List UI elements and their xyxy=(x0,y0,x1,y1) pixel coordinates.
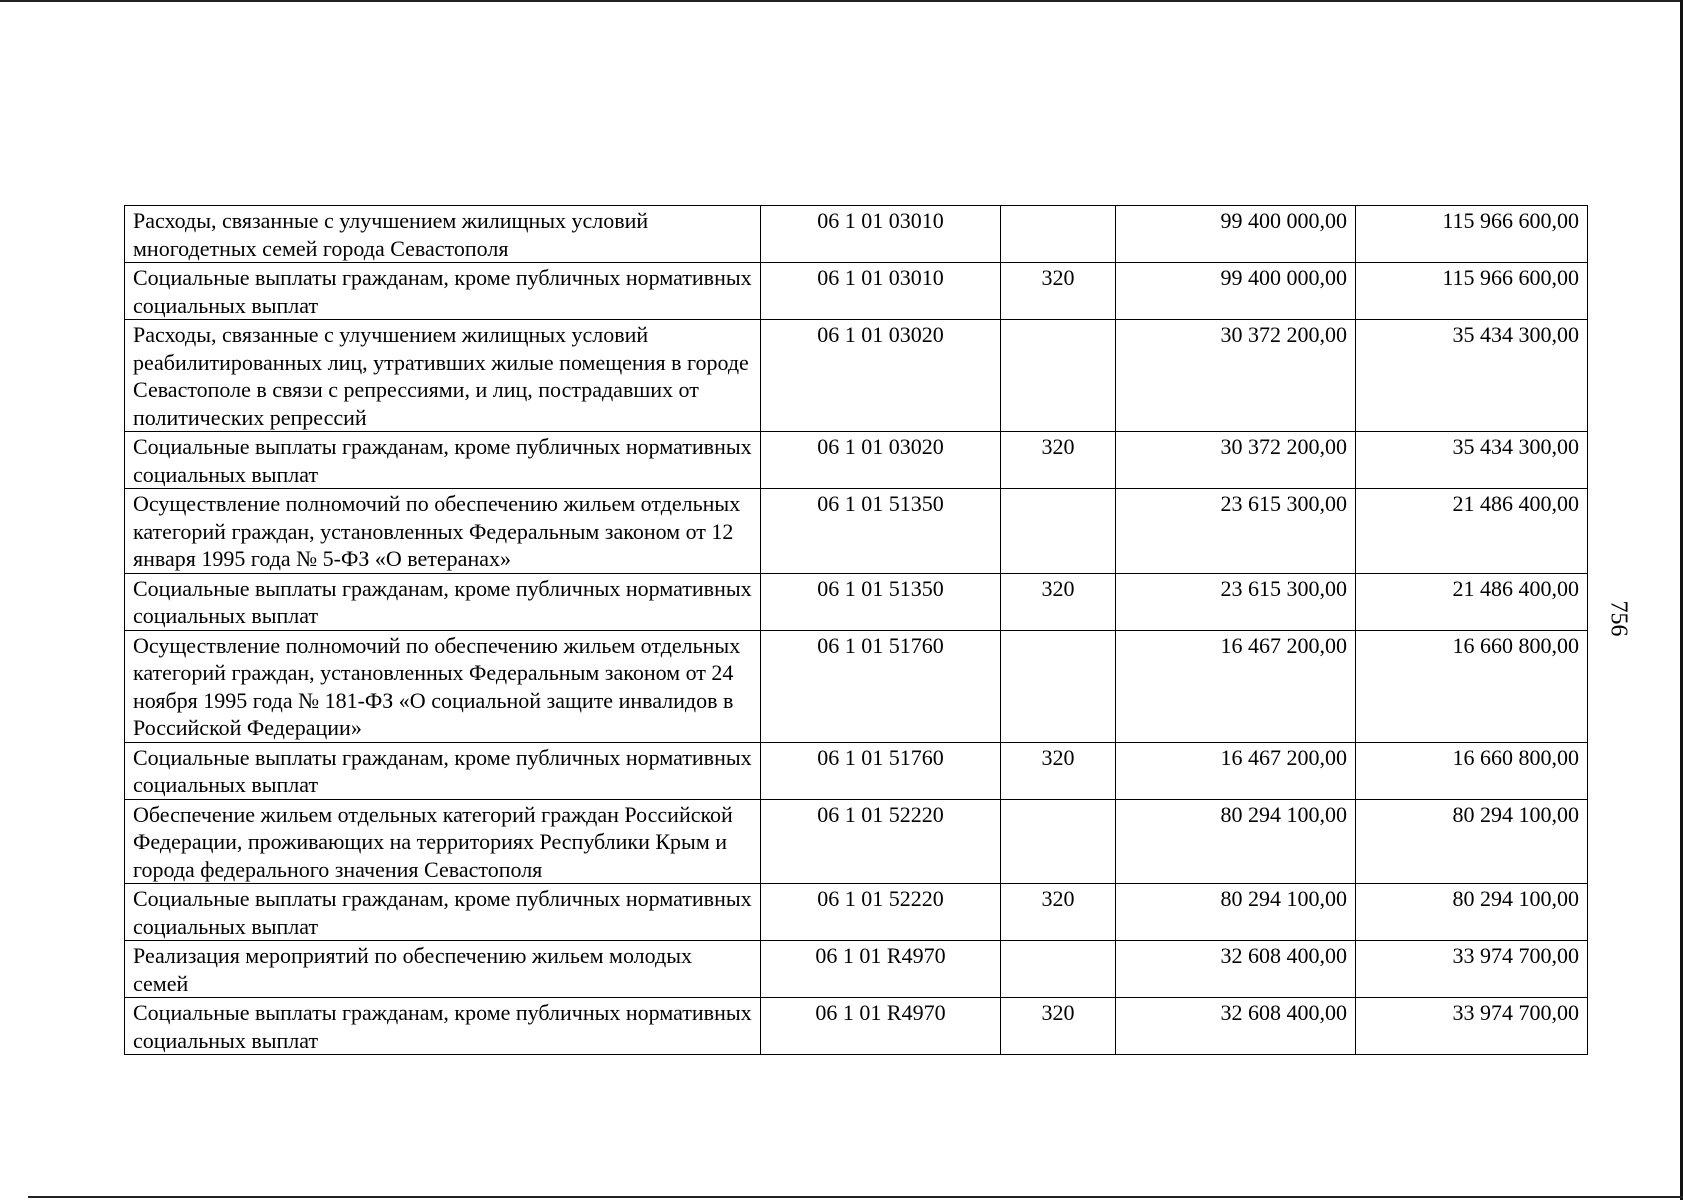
table-row xyxy=(125,263,1588,320)
target-article-code-cell: 06 1 01 03010 xyxy=(761,206,1001,263)
expense-name-cell: Социальные выплаты гражданам, кроме публичных нормативных социальных выплат xyxy=(125,998,761,1055)
target-article-code-cell: 06 1 01 03010 xyxy=(761,263,1001,320)
amount-first-year-cell: 32 608 400,00 xyxy=(1116,941,1356,998)
table-row xyxy=(125,941,1588,998)
target-article-code-cell: 06 1 01 03020 xyxy=(761,320,1001,432)
table-row xyxy=(125,432,1588,489)
amount-first-year-cell: 80 294 100,00 xyxy=(1116,799,1356,884)
expense-name-cell: Расходы, связанные с улучшением жилищных условий реабилитированных лиц, утративших жилые помещения в городе Севастополе в связи с репрессиями, и лиц, пострадавших от политических репрессий xyxy=(125,320,761,432)
expense-type-cell xyxy=(1001,941,1116,998)
expense-type-cell xyxy=(1001,799,1116,884)
amount-second-year-cell: 21 486 400,00 xyxy=(1356,489,1588,574)
expense-type-cell xyxy=(1001,489,1116,574)
table-row xyxy=(125,573,1588,630)
expense-type-cell: 320 xyxy=(1001,998,1116,1055)
amount-second-year-cell: 33 974 700,00 xyxy=(1356,998,1588,1055)
amount-first-year-cell: 99 400 000,00 xyxy=(1116,263,1356,320)
amount-first-year-cell: 30 372 200,00 xyxy=(1116,320,1356,432)
expense-name-cell: Социальные выплаты гражданам, кроме публичных нормативных социальных выплат xyxy=(125,432,761,489)
amount-second-year-cell: 21 486 400,00 xyxy=(1356,573,1588,630)
table-row xyxy=(125,206,1588,263)
table-row xyxy=(125,742,1588,799)
amount-second-year-cell: 80 294 100,00 xyxy=(1356,884,1588,941)
amount-second-year-cell: 115 966 600,00 xyxy=(1356,206,1588,263)
expense-type-cell xyxy=(1001,630,1116,742)
table-row xyxy=(125,489,1588,574)
scan-top-edge xyxy=(0,0,1683,2)
amount-first-year-cell: 32 608 400,00 xyxy=(1116,998,1356,1055)
expense-name-cell: Социальные выплаты гражданам, кроме публичных нормативных социальных выплат xyxy=(125,573,761,630)
target-article-code-cell: 06 1 01 R4970 xyxy=(761,941,1001,998)
target-article-code-cell: 06 1 01 51760 xyxy=(761,630,1001,742)
target-article-code-cell: 06 1 01 03020 xyxy=(761,432,1001,489)
amount-first-year-cell: 16 467 200,00 xyxy=(1116,630,1356,742)
amount-second-year-cell: 16 660 800,00 xyxy=(1356,630,1588,742)
expense-name-cell: Осуществление полномочий по обеспечению жильем отдельных категорий граждан, установленных Федеральным законом от 24 ноября 1995 года № 181-ФЗ «О социальной защите инвалидов в Российской Федерации» xyxy=(125,630,761,742)
amount-second-year-cell: 35 434 300,00 xyxy=(1356,432,1588,489)
table-row xyxy=(125,998,1588,1055)
target-article-code-cell: 06 1 01 52220 xyxy=(761,799,1001,884)
expense-type-cell: 320 xyxy=(1001,742,1116,799)
table-row xyxy=(125,320,1588,432)
amount-second-year-cell: 33 974 700,00 xyxy=(1356,941,1588,998)
budget-table-body xyxy=(125,206,1588,1055)
table-row xyxy=(125,799,1588,884)
amount-first-year-cell: 23 615 300,00 xyxy=(1116,573,1356,630)
expense-name-cell: Реализация мероприятий по обеспечению жильем молодых семей xyxy=(125,941,761,998)
amount-first-year-cell: 99 400 000,00 xyxy=(1116,206,1356,263)
amount-first-year-cell: 30 372 200,00 xyxy=(1116,432,1356,489)
expense-name-cell: Социальные выплаты гражданам, кроме публичных нормативных социальных выплат xyxy=(125,884,761,941)
table-row xyxy=(125,884,1588,941)
amount-second-year-cell: 115 966 600,00 xyxy=(1356,263,1588,320)
scan-bottom-edge xyxy=(28,1196,1683,1198)
expense-type-cell xyxy=(1001,206,1116,263)
amount-first-year-cell: 80 294 100,00 xyxy=(1116,884,1356,941)
target-article-code-cell: 06 1 01 51350 xyxy=(761,489,1001,574)
expense-type-cell: 320 xyxy=(1001,884,1116,941)
amount-second-year-cell: 80 294 100,00 xyxy=(1356,799,1588,884)
target-article-code-cell: 06 1 01 51350 xyxy=(761,573,1001,630)
expense-type-cell: 320 xyxy=(1001,432,1116,489)
page-number: 756 xyxy=(1605,600,1632,637)
amount-second-year-cell: 16 660 800,00 xyxy=(1356,742,1588,799)
expense-name-cell: Обеспечение жильем отдельных категорий граждан Российской Федерации, проживающих на территориях Республики Крым и города федерального значения Севастополя xyxy=(125,799,761,884)
expense-type-cell xyxy=(1001,320,1116,432)
target-article-code-cell: 06 1 01 52220 xyxy=(761,884,1001,941)
table-row xyxy=(125,630,1588,742)
expense-type-cell: 320 xyxy=(1001,263,1116,320)
amount-second-year-cell: 35 434 300,00 xyxy=(1356,320,1588,432)
amount-first-year-cell: 23 615 300,00 xyxy=(1116,489,1356,574)
expense-type-cell: 320 xyxy=(1001,573,1116,630)
expense-name-cell: Осуществление полномочий по обеспечению жильем отдельных категорий граждан, установленных Федеральным законом от 12 января 1995 года № 5-ФЗ «О ветеранах» xyxy=(125,489,761,574)
target-article-code-cell: 06 1 01 R4970 xyxy=(761,998,1001,1055)
budget-table xyxy=(124,205,1588,1055)
expense-name-cell: Социальные выплаты гражданам, кроме публичных нормативных социальных выплат xyxy=(125,742,761,799)
target-article-code-cell: 06 1 01 51760 xyxy=(761,742,1001,799)
amount-first-year-cell: 16 467 200,00 xyxy=(1116,742,1356,799)
expense-name-cell: Расходы, связанные с улучшением жилищных условий многодетных семей города Севастополя xyxy=(125,206,761,263)
expense-name-cell: Социальные выплаты гражданам, кроме публичных нормативных социальных выплат xyxy=(125,263,761,320)
